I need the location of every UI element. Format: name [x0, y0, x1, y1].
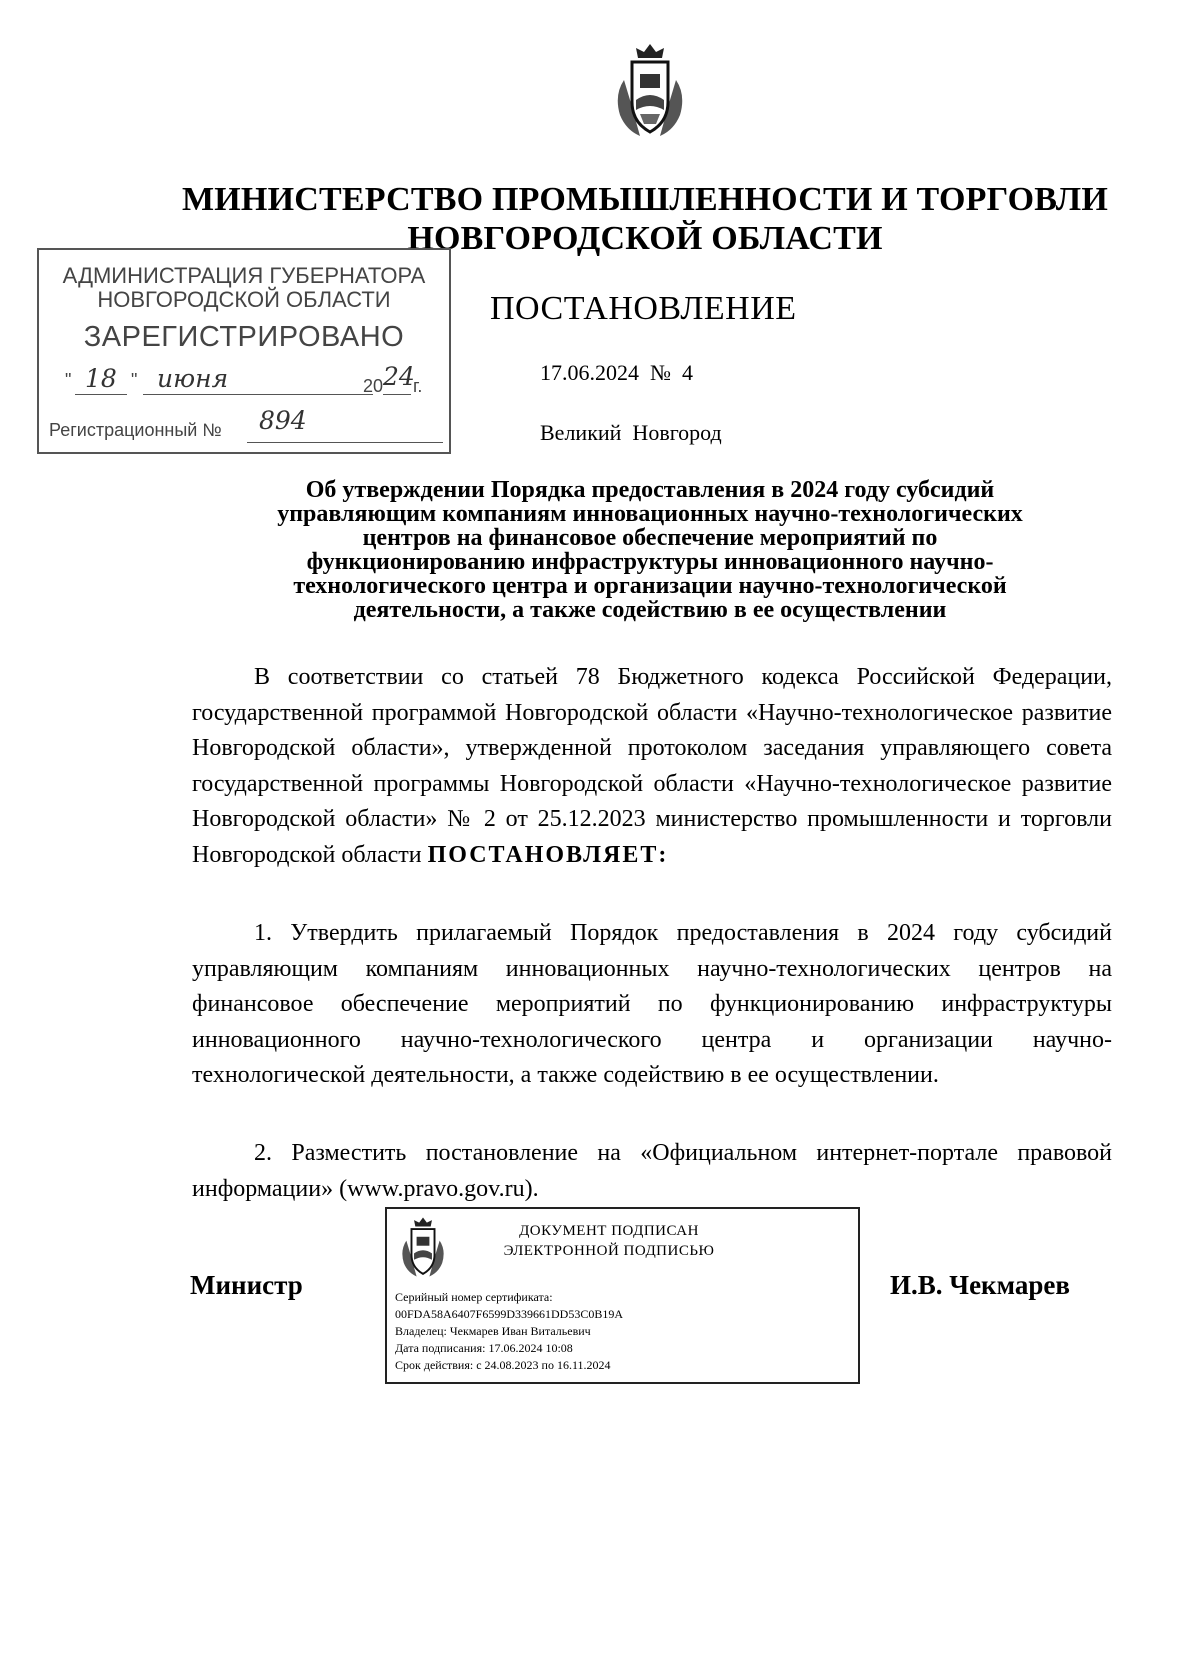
esig-cert-number: 00FDA58A6407F6599D339661DD53C0B19A: [395, 1307, 624, 1321]
stamp-reg: [49, 406, 447, 444]
stamp-reg-number: 894: [259, 406, 307, 435]
registration-stamp: [37, 248, 451, 454]
subject-line: функционированию инфраструктуры инновационного научно-: [306, 549, 994, 575]
esig-cert-label: Серийный номер сертификата:: [395, 1290, 553, 1304]
subject-line: деятельности, а также содействию в ее осуществлении: [353, 597, 947, 623]
ministry-line-2: НОВГОРОДСКОЙ ОБЛАСТИ: [407, 220, 883, 257]
stamp-day: 18: [85, 364, 117, 393]
esig-validity: Срок действия: с 24.08.2023 по 16.11.2024: [395, 1358, 611, 1372]
esig-header-1: ДОКУМЕНТ ПОДПИСАН: [519, 1223, 699, 1239]
esig-details: [395, 1289, 623, 1374]
ministry-line-1: МИНИСТЕРСТВО ПРОМЫШЛЕННОСТИ И ТОРГОВЛИ: [182, 181, 1108, 218]
coat-of-arms-small-icon: [395, 1215, 451, 1279]
signer-position: Министр: [190, 1270, 303, 1300]
preamble-paragraph: [192, 660, 1112, 873]
stamp-year-unit: г.: [413, 376, 423, 396]
stamp-reg-label: Регистрационный №: [49, 420, 222, 440]
item-2-paragraph: 2. Разместить постановление на «Официальном интернет-портале правовой информации» (www.pravo.gov.ru).: [192, 1140, 1112, 1202]
document-type: ПОСТАНОВЛЕНИЕ: [490, 290, 797, 327]
subject-line: управляющим компаниям инновационных научно-технологических: [277, 501, 1023, 527]
document-subject: [190, 478, 1110, 622]
document-date-number: 17.06.2024 № 4: [540, 360, 693, 385]
esig-sign-date: Дата подписания: 17.06.2024 10:08: [395, 1341, 573, 1355]
subject-line: технологического центра и организации научно-технологической: [293, 573, 1007, 599]
ministry-heading: [160, 180, 1130, 258]
stamp-date: " 18 " июня 20 24 г.: [65, 362, 423, 396]
coat-of-arms-icon: [610, 40, 690, 140]
document-city: Великий Новгород: [540, 420, 722, 445]
decree-word: ПОСТАНОВЛЯЕТ:: [427, 841, 669, 868]
esig-owner: Владелец: Чекмарев Иван Витальевич: [395, 1324, 591, 1338]
signer-name: И.В. Чекмарев: [890, 1270, 1070, 1300]
esig-header-2: ЭЛЕКТРОННОЙ ПОДПИСЬЮ: [503, 1243, 715, 1259]
stamp-year: 24: [383, 362, 415, 391]
stamp-line-2: НОВГОРОДСКОЙ ОБЛАСТИ: [97, 287, 391, 312]
stamp-year-prefix: 20: [363, 376, 384, 396]
stamp-registered: ЗАРЕГИСТРИРОВАНО: [83, 321, 405, 353]
electronic-signature-box: [385, 1207, 860, 1384]
subject-line: Об утверждении Порядка предоставления в 2024 году субсидий: [305, 477, 995, 503]
subject-line: центров на финансовое обеспечение мероприятий по: [362, 525, 938, 551]
stamp-line-1: АДМИНИСТРАЦИЯ ГУБЕРНАТОРА: [62, 263, 426, 288]
item-1-paragraph: 1. Утвердить прилагаемый Порядок предоставления в 2024 году субсидий управляющим компаниям инновационных научно-технологических центров на финансовое обеспечение мероприятий по функционированию инфраструктуры инновационного научно-технологического центра и организации научно-технологической деятельности, а также содействию в ее осуществлении.: [192, 920, 1112, 1088]
stamp-month: июня: [157, 364, 229, 393]
preamble-text: В соответствии со статьей 78 Бюджетного кодекса Российской Федерации, государственной программой Новгородской области «Научно-технологическое развитие Новгородской области», утвержденной протоколом заседания управляющего совета государственной программы Новгородской области «Научно-технологическое развитие Новгородской области» № 2 от 25.12.2023 министерство промышленности и торговли Новгородской области: [192, 664, 1112, 868]
